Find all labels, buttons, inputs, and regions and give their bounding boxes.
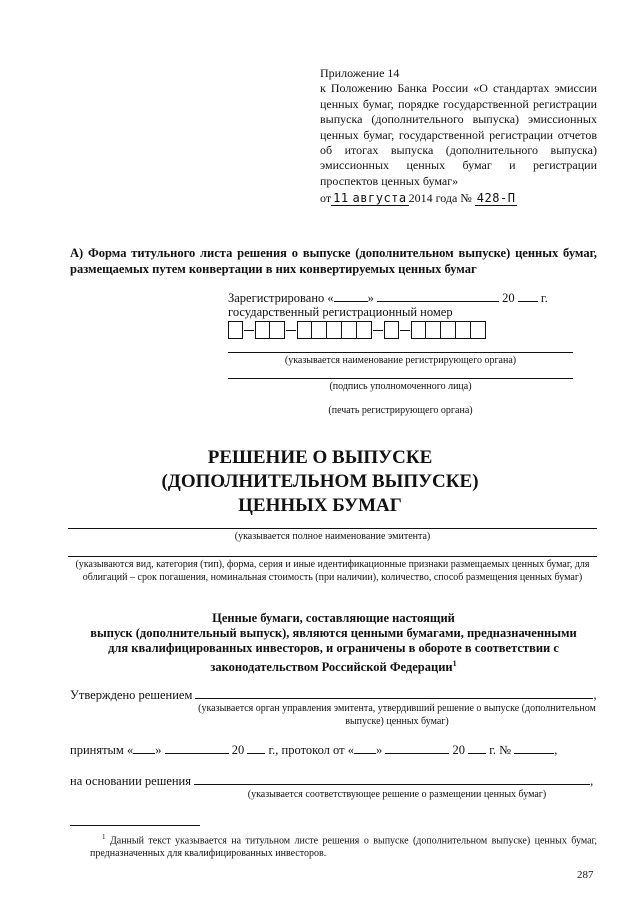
date-prefix: от (320, 191, 332, 206)
reg-box[interactable] (228, 321, 243, 339)
footnote-mark: 1 (102, 833, 106, 841)
page-number: 287 (577, 869, 594, 881)
reg-box[interactable] (357, 321, 372, 339)
protocol-year-prefix: 20 (452, 743, 465, 757)
seal-caption: (печать регистрирующего органа) (328, 405, 473, 416)
approval-caption: (указывается орган управления эмитента, утвердивший решение о выпуске (дополнительном выпуске) ценных бумаг) (198, 703, 596, 727)
adopted-label: принятым « (70, 743, 134, 757)
reg-number-boxes[interactable] (228, 320, 486, 340)
issuer-line[interactable] (68, 528, 597, 529)
year-prefix: 20 (502, 291, 515, 305)
decision-title (0, 446, 640, 518)
protocol-label: г., протокол от « (268, 743, 354, 757)
reg-box[interactable] (297, 321, 312, 339)
year-suffix: г. (540, 291, 548, 305)
signature-line[interactable] (228, 378, 573, 379)
notice-line-1: Ценные бумаги, составляющие настоящий (212, 611, 455, 625)
reg-box[interactable] (270, 321, 285, 339)
protocol-number-label: г. № (489, 743, 512, 757)
section-a-text: А) Форма титульного листа решения о выпуске (дополнительном выпуске) ценных бумаг, размещаемых путем конвертации в них конвертируемых ценных бумаг (70, 246, 597, 276)
approval-line (70, 688, 597, 703)
title-line-3: ЦЕННЫХ БУМАГ (238, 495, 402, 516)
footnote-separator (70, 825, 200, 826)
notice-line-3: для квалифицированных инвесторов, и ограничены в обороте в соответствии с (108, 641, 559, 655)
adopted-comma: , (554, 743, 558, 757)
adopted-day-blank[interactable] (133, 743, 155, 754)
notice-line-4 (70, 656, 597, 675)
authority-caption: (указывается наименование регистрирующего органа) (284, 355, 517, 366)
adopted-year-blank[interactable] (247, 743, 265, 754)
adopted-year-prefix: 20 (231, 743, 245, 757)
protocol-number-blank[interactable] (514, 743, 554, 754)
basis-comma: , (590, 774, 594, 788)
registered-label: Зарегистрировано « (228, 291, 334, 305)
notice-line-2: выпуск (дополнительный выпуск), являются ценными бумагами, предназначенными (90, 626, 577, 640)
reg-box[interactable] (342, 321, 357, 339)
protocol-day-blank[interactable] (354, 743, 376, 754)
reg-dash (286, 330, 296, 331)
appendix-reference: к Положению Банка России «О стандартах эмиссии ценных бумаг, порядке государственной регистрации выпуска (дополнительного выпуска) эмиссионных ценных бумаг, государственной регистрации отчетов об итогах выпуска (дополнительного выпуска) эмиссионных ценных бумаг и регистрации проспектов ценных бумаг» (320, 81, 597, 188)
title-line-1: РЕШЕНИЕ О ВЫПУСКЕ (207, 447, 433, 468)
reg-box[interactable] (327, 321, 342, 339)
adopted-line (70, 743, 557, 758)
securities-line[interactable] (68, 556, 597, 557)
reg-box[interactable] (411, 321, 426, 339)
title-line-2: (ДОПОЛНИТЕЛЬНОМ ВЫПУСКЕ) (161, 471, 479, 492)
appendix-number: Приложение 14 (320, 66, 400, 80)
reg-box[interactable] (456, 321, 471, 339)
footnote-text: Данный текст указывается на титульном листе решения о выпуске (дополнительном выпуске) ценных бумаг, предназначенных для квалифицированных инвесторов. (90, 835, 598, 860)
protocol-month-blank[interactable] (385, 743, 449, 754)
handwritten-month: августа (352, 191, 407, 206)
notice-line-4-text: законодательством Российской Федерации (210, 660, 453, 675)
day-blank[interactable] (334, 291, 368, 302)
reg-dash (400, 330, 410, 331)
quote-close: » (367, 291, 374, 305)
document-number: 428-П (476, 191, 516, 206)
reg-box[interactable] (255, 321, 270, 339)
reg-box[interactable] (471, 321, 486, 339)
registration-line (228, 291, 548, 306)
adopted-month-blank[interactable] (165, 743, 229, 754)
basis-line (70, 774, 593, 789)
footnote (90, 831, 597, 860)
approval-comma: , (593, 688, 597, 702)
basis-label: на основании решения (70, 774, 191, 788)
signature-caption: (подпись уполномоченного лица) (329, 381, 472, 392)
protocol-year-blank[interactable] (468, 743, 486, 754)
basis-blank[interactable] (194, 774, 590, 785)
approval-label: Утверждено решением (70, 688, 193, 702)
footnote-ref[interactable]: 1 (452, 659, 457, 668)
appendix-header (320, 66, 597, 207)
reg-box[interactable] (441, 321, 456, 339)
authority-line[interactable] (228, 352, 573, 353)
securities-caption: (указываются вид, категория (тип), форма, серия и иные идентификационные признаки размещаемых ценных бумаг, для облигаций – срок погашения, номинальная стоимость (при наличии), количество, способ размещения ценных бумаг) (75, 559, 590, 583)
qualified-investors-notice (70, 611, 597, 675)
handwritten-day: 11 (333, 191, 349, 206)
reg-dash (373, 330, 383, 331)
year-blank[interactable] (518, 291, 538, 302)
reg-box[interactable] (426, 321, 441, 339)
date-year: 2014 года № (408, 191, 472, 206)
section-a-title (70, 245, 597, 277)
protocol-quote: » (375, 743, 383, 757)
reg-dash (244, 330, 254, 331)
reg-number-label: государственный регистрационный номер (228, 305, 453, 319)
adopted-quote: » (155, 743, 162, 757)
approval-blank[interactable] (195, 688, 593, 699)
month-blank[interactable] (377, 291, 499, 302)
reg-box[interactable] (384, 321, 399, 339)
appendix-dateline (320, 191, 597, 206)
reg-box[interactable] (312, 321, 327, 339)
issuer-caption: (указывается полное наименование эмитента) (234, 531, 431, 542)
basis-caption: (указывается соответствующее решение о размещении ценных бумаг) (247, 789, 547, 800)
